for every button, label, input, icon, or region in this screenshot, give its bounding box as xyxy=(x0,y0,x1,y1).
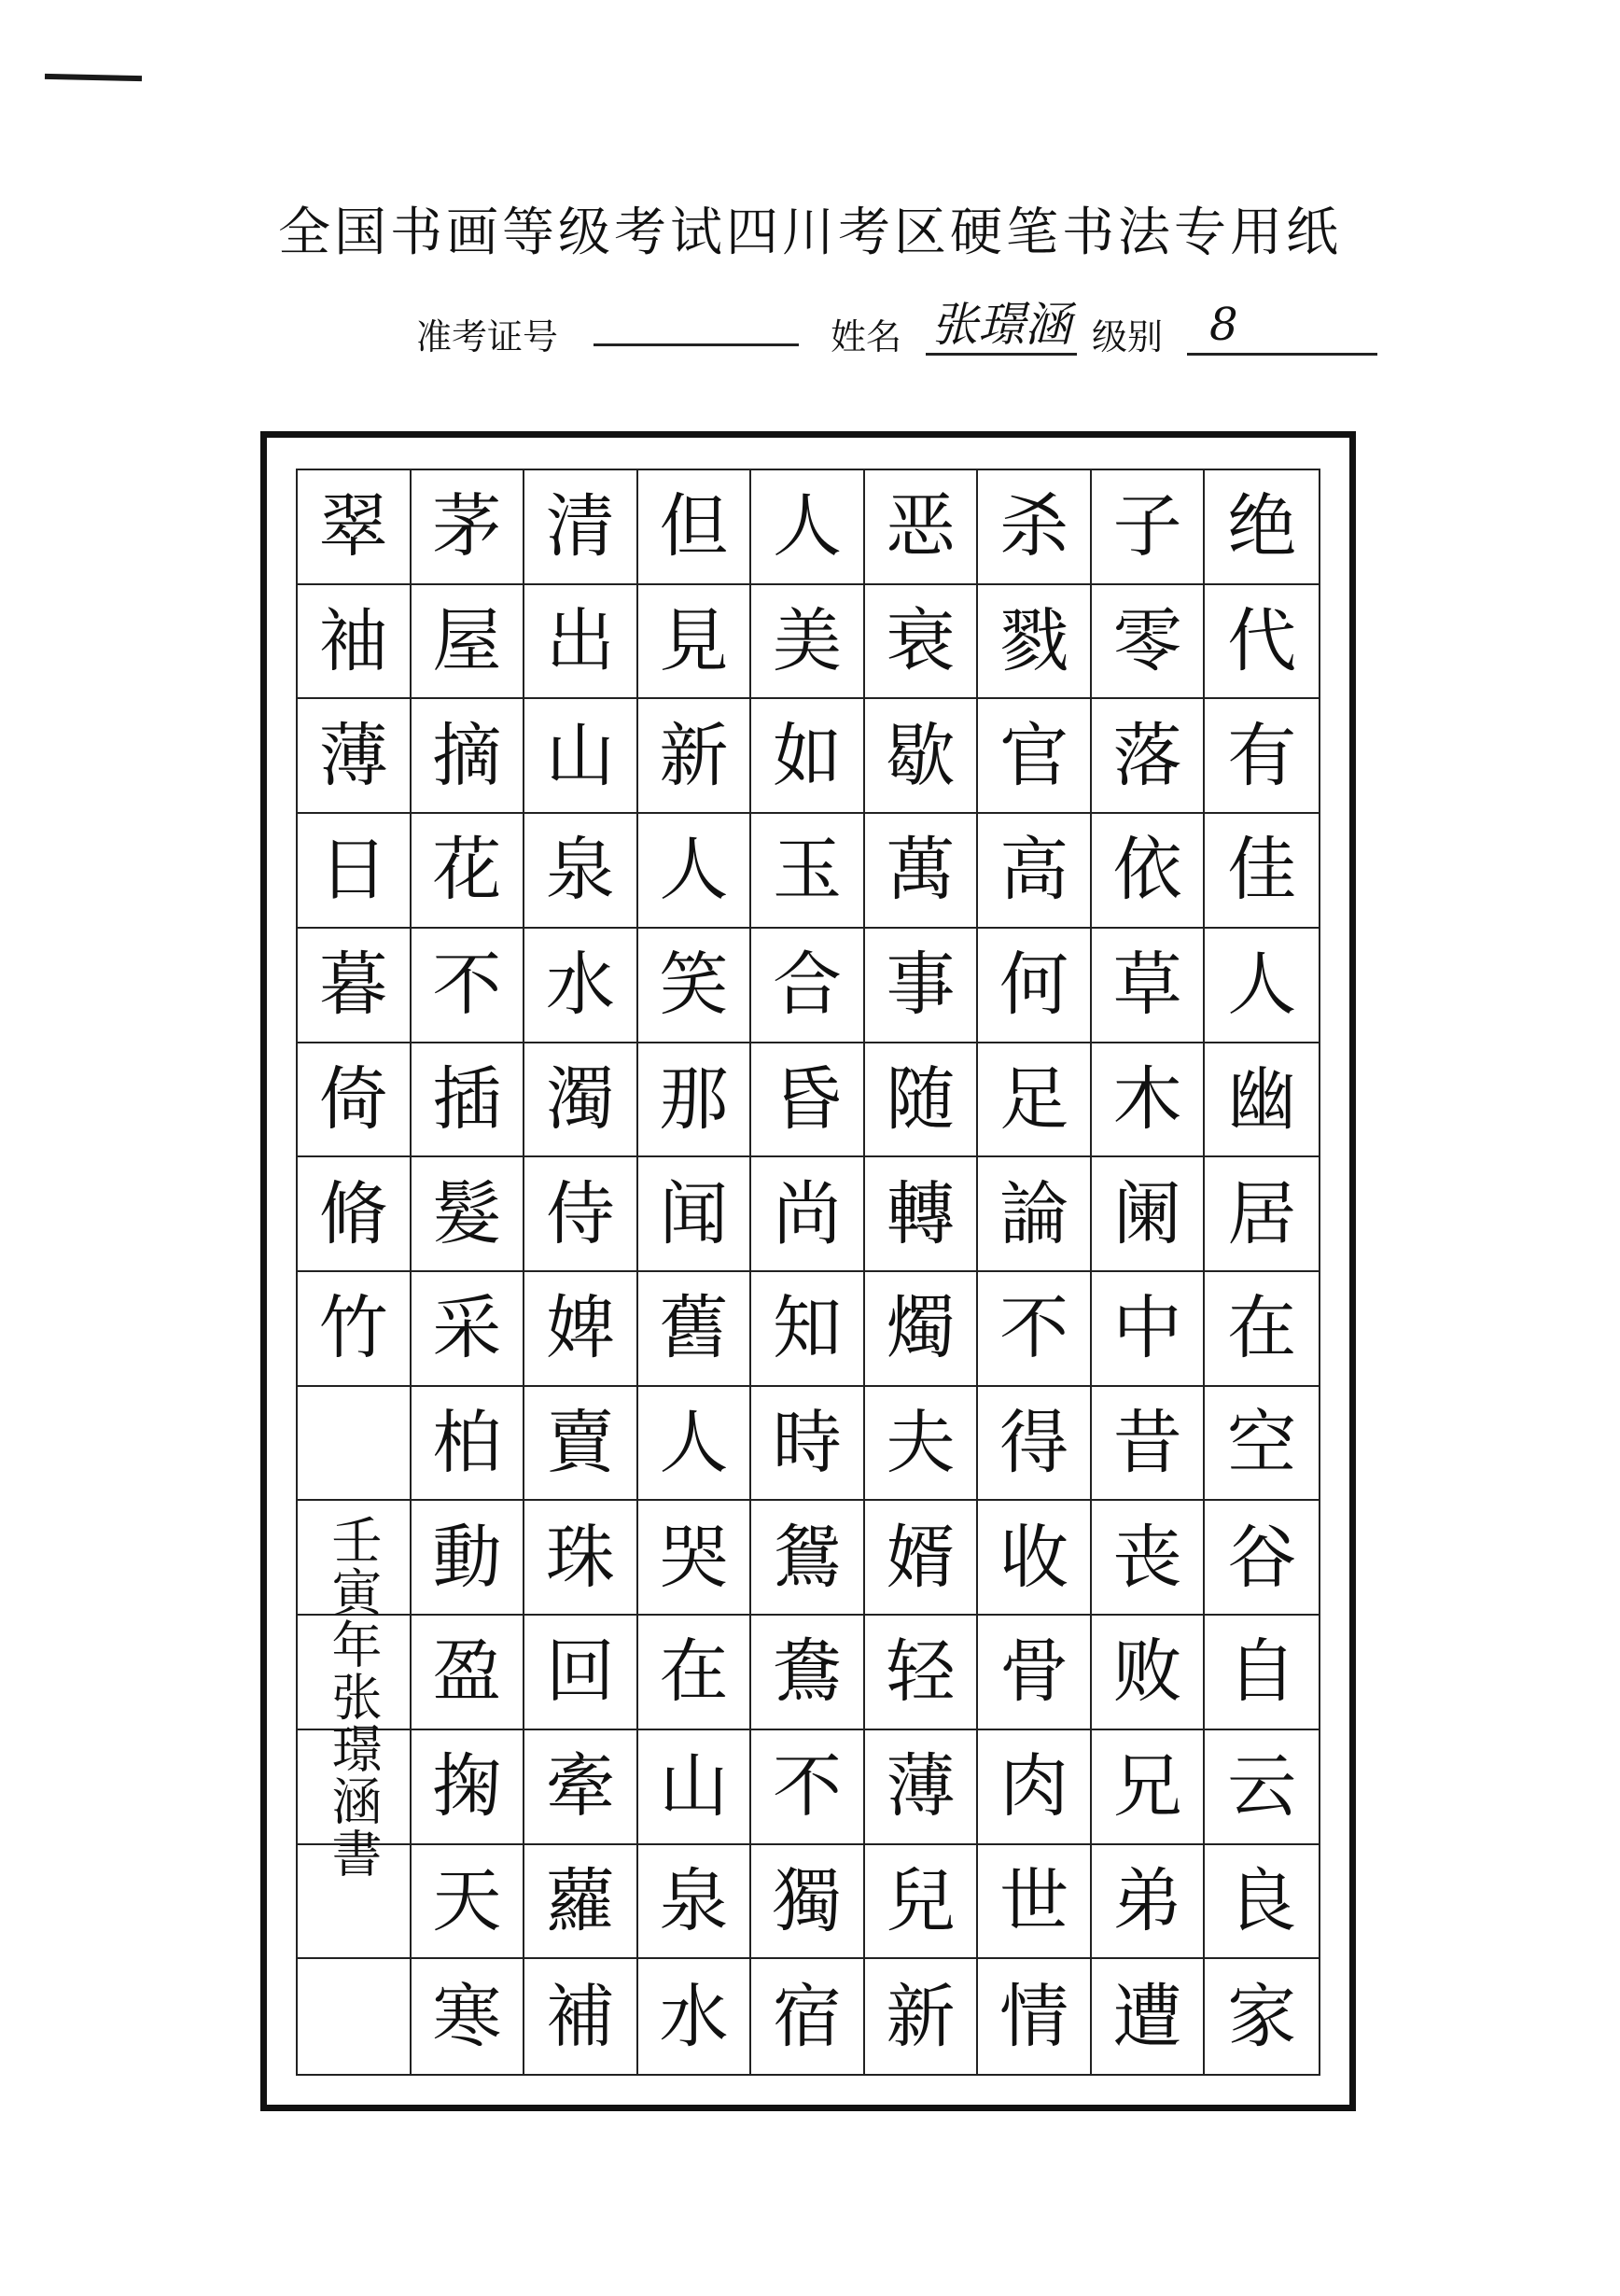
grid-cell: 情 xyxy=(978,1959,1092,2074)
candidate-info-row xyxy=(0,297,1620,362)
grid-cell: 丧 xyxy=(1092,1501,1206,1616)
grid-cell: 日 xyxy=(298,814,412,929)
grid-cell: 摘 xyxy=(412,699,525,814)
grid-cell: 幽 xyxy=(1205,1043,1319,1158)
grid-cell: 新 xyxy=(638,699,752,814)
grid-cell: 論 xyxy=(978,1157,1092,1272)
writing-grid xyxy=(296,469,1320,2076)
grid-cell: 屋 xyxy=(412,585,525,700)
grid-cell: 代 xyxy=(1205,585,1319,700)
grid-cell: 山 xyxy=(638,1730,752,1845)
grid-cell: 人 xyxy=(751,470,865,585)
grid-cell: 盈 xyxy=(412,1616,525,1730)
grid-cell: 败 xyxy=(1092,1616,1206,1730)
grid-cell: 随 xyxy=(865,1043,979,1158)
grid-cell: 燭 xyxy=(865,1272,979,1387)
grid-cell: 濁 xyxy=(524,1043,638,1158)
grid-cell: 采 xyxy=(412,1272,525,1387)
grid-cell: 珠 xyxy=(524,1501,638,1616)
grid-cell: 家 xyxy=(1227,1976,1297,2057)
grid-cell: 戮 xyxy=(978,585,1092,700)
grid-cell: 見 xyxy=(638,585,752,700)
grid-cell: 得 xyxy=(978,1387,1092,1502)
grid-cell: 遭 xyxy=(1092,1959,1206,2074)
grid-cell: 肉 xyxy=(978,1730,1092,1845)
grid-cell: 插 xyxy=(412,1043,525,1158)
grid-cell: 清 xyxy=(524,470,638,585)
grid-cell: 水 xyxy=(524,929,638,1043)
grid-cell: 笑 xyxy=(638,929,752,1043)
grid-cell: 尚 xyxy=(751,1157,865,1272)
grid-cell: 暮 xyxy=(298,929,412,1043)
grid-cell: 人 xyxy=(638,1387,752,1502)
grid-cell: 鴛 xyxy=(751,1501,865,1616)
grid-cell: 世 xyxy=(978,1845,1092,1960)
grid-cell: 兄 xyxy=(1092,1730,1206,1845)
grid-cell: 谷 xyxy=(1205,1501,1319,1616)
grid-cell: 婢 xyxy=(524,1272,638,1387)
grid-cell: 掬 xyxy=(412,1730,525,1845)
grid-cell: 獨 xyxy=(751,1845,865,1960)
name-label: 姓名 xyxy=(831,316,902,357)
name-field[interactable]: 张璟涵 xyxy=(926,297,1077,356)
grid-cell: 如 xyxy=(751,699,865,814)
grid-cell: 泉 xyxy=(638,1845,752,1960)
grid-cell: 泉 xyxy=(524,814,638,929)
grid-cell: 賣 xyxy=(524,1387,638,1502)
grid-cell: 绝 xyxy=(1205,470,1319,585)
grid-cell: 知 xyxy=(751,1272,865,1387)
grid-cell: 昔 xyxy=(1092,1387,1206,1502)
grid-cell: 合 xyxy=(751,929,865,1043)
signature xyxy=(296,1506,410,1917)
grid-cell: 高 xyxy=(978,814,1092,929)
grid-cell: 弟 xyxy=(1092,1845,1206,1960)
grid-cell: 薄 xyxy=(865,1730,979,1845)
corner-mark xyxy=(45,74,142,81)
grid-cell: 新 xyxy=(865,1959,979,2074)
grid-cell: 空 xyxy=(1205,1387,1319,1502)
grid-cell: 舊 xyxy=(638,1272,752,1387)
grid-cell: 袖 xyxy=(298,585,412,700)
grid-cell: 轉 xyxy=(865,1157,979,1272)
grid-cell: 玉 xyxy=(751,814,865,929)
grid-cell: 回 xyxy=(524,1616,638,1730)
grid-cell: 闻 xyxy=(638,1157,752,1272)
grid-cell: 花 xyxy=(412,814,525,929)
grid-cell: 何 xyxy=(978,929,1092,1043)
grid-cell: 云 xyxy=(1205,1730,1319,1845)
grid-cell: 事 xyxy=(865,929,979,1043)
grid-cell: 在 xyxy=(638,1616,752,1730)
grid-cell: 哭 xyxy=(638,1501,752,1616)
grid-cell: 木 xyxy=(1092,1043,1206,1158)
grid-cell: 髮 xyxy=(412,1157,525,1272)
page-title: 全国书画等级考试四川考区硬笔书法专用纸 xyxy=(278,203,1342,263)
grid-cell: 歇 xyxy=(865,699,979,814)
grid-cell: 轻 xyxy=(865,1616,979,1730)
grid-cell xyxy=(298,1959,412,2074)
grid-cell: 依 xyxy=(1092,814,1206,929)
grid-cell: 足 xyxy=(978,1043,1092,1158)
grid-cell: 良 xyxy=(1205,1845,1319,1960)
grid-cell: 不 xyxy=(978,1272,1092,1387)
grid-cell: 倚 xyxy=(298,1043,412,1158)
grid-cell: 衰 xyxy=(865,585,979,700)
grid-cell: 子 xyxy=(1092,470,1206,585)
exam-id-label: 准考证号 xyxy=(416,316,559,357)
grid-cell: 竹 xyxy=(298,1272,412,1387)
grid-cell xyxy=(298,1387,412,1502)
grid-cell: 收 xyxy=(978,1501,1092,1616)
grid-cell: 不 xyxy=(751,1730,865,1845)
grid-cell: 不 xyxy=(412,929,525,1043)
grid-cell: 草 xyxy=(1092,929,1206,1043)
grid-cell: 骨 xyxy=(978,1616,1092,1730)
grid-cell: 鴦 xyxy=(751,1616,865,1730)
grid-cell: 在 xyxy=(1205,1272,1319,1387)
grid-cell: 薄 xyxy=(298,699,412,814)
exam-id-field[interactable] xyxy=(594,343,799,346)
grid-cell: 有 xyxy=(1205,699,1319,814)
grid-cell: 落 xyxy=(1092,699,1206,814)
grid-cell: 天 xyxy=(412,1845,525,1960)
grid-cell: 人 xyxy=(638,814,752,929)
grid-cell: 補 xyxy=(524,1959,638,2074)
grid-cell: 那 xyxy=(638,1043,752,1158)
grid-cell: 中 xyxy=(1092,1272,1206,1387)
grid-cell: 人 xyxy=(1205,929,1319,1043)
grid-cell: 阑 xyxy=(1092,1157,1206,1272)
level-label: 级别 xyxy=(1092,316,1164,357)
grid-cell: 牽 xyxy=(524,1730,638,1845)
grid-cell: 時 xyxy=(751,1387,865,1502)
grid-cell: 昏 xyxy=(751,1043,865,1158)
grid-cell: 但 xyxy=(638,470,752,585)
grid-cell: 兒 xyxy=(865,1845,979,1960)
grid-cell: 宿 xyxy=(751,1959,865,2074)
grid-cell: 茅 xyxy=(412,470,525,585)
grid-cell: 夫 xyxy=(865,1387,979,1502)
grid-cell: 水 xyxy=(638,1959,752,2074)
grid-cell: 蘿 xyxy=(524,1845,638,1960)
grid-cell: 自 xyxy=(1205,1616,1319,1730)
grid-cell: 寒 xyxy=(412,1959,525,2074)
grid-cell: 萬 xyxy=(865,814,979,929)
grid-cell: 杀 xyxy=(978,470,1092,585)
grid-cell: 脩 xyxy=(298,1157,412,1272)
signature-text: 壬寅年张璟涵書 xyxy=(324,1514,383,1880)
grid-cell: 婿 xyxy=(865,1501,979,1616)
grid-cell: 動 xyxy=(412,1501,525,1616)
grid-cell: 恶 xyxy=(865,470,979,585)
level-field[interactable]: 8 xyxy=(1187,297,1377,356)
grid-cell: 佳 xyxy=(1205,814,1319,929)
grid-cell: 美 xyxy=(751,585,865,700)
grid-cell: 柏 xyxy=(412,1387,525,1502)
grid-cell: 零 xyxy=(1092,585,1206,700)
grid-cell: 山 xyxy=(524,699,638,814)
grid-cell: 官 xyxy=(978,699,1092,814)
grid-cell: 翠 xyxy=(298,470,412,585)
grid-cell: 出 xyxy=(524,585,638,700)
grid-cell: 侍 xyxy=(524,1157,638,1272)
grid-cell: 居 xyxy=(1205,1157,1319,1272)
